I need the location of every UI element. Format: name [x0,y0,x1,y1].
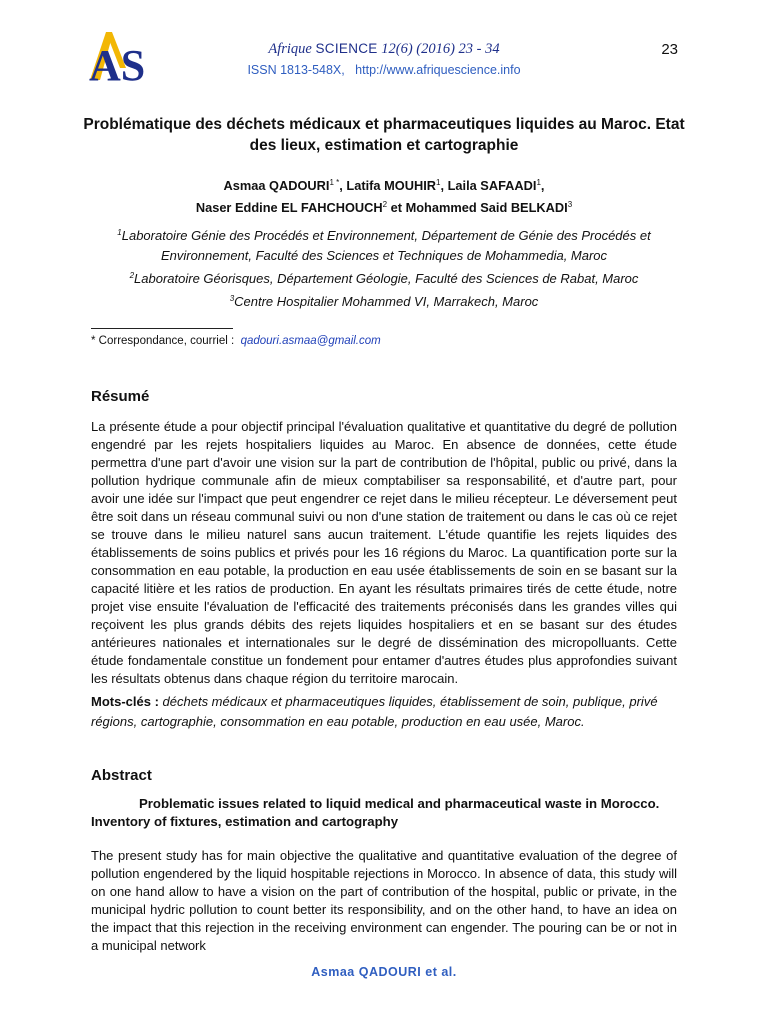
author-line-1 [80,173,688,195]
author-sup: 1 * [329,178,340,187]
author-sup: 3 [567,200,573,209]
author-name: Naser Eddine EL FAHCHOUCH [195,200,383,215]
correspondance-note [91,335,381,347]
logo-letter-a: AS [89,41,146,90]
journal-name: Afrique [268,41,312,57]
affiliation [70,223,698,266]
affiliation [70,266,698,289]
resume-text: La présente étude a pour objectif principal l'évaluation qualitative et quantitative du degré de pollution engendré par les rejets hospitaliers liquides au Maroc. En absence de données, cette étude permettra d'une part d'avoir une vision sur la part de contribution de l'hôpital, public ou privé, dans la pollution hydrique communale afin de mieux comptabiliser sa responsabilité, et d'autre part, pour avoir une idée sur l'impact que peut engendrer ce rejet dans le milieu récepteur. Le déversement peut être soit dans un réseau communal suivi ou non d'une station de traitement ou dans le cas où ce rejet se trouve dans le milieu naturel sans aucun traitement. L'étude quantifie les rejets liquides des établissements de soins publics et privés pour les 16 régions du Maroc. La quantification porte sur la consommation en eau potable, la production en eau usée établissements de soin en se basant sur la capacité litière et les ratios de production. En ayant les résultats primaires tirés de cette étude, notre projet vise ensuite l'évaluation de l'efficacité des traitements préconisés dans les grandes villes qui reçoivent les plus grands débits des rejets liquides hospitaliers et en se basant sur des études antérieures nationales et internationales sur le degré de dissémination des micropolluants. Cette étude fondamentale constitue un fondement pour entamer d'autres études plus approfondies suivant les résultats obtenus dans chaque région du territoire marocain. [91,419,677,686]
author-list [80,173,688,217]
author-sup: 1 [436,178,441,187]
journal-logo [86,28,146,92]
correspondance-label: * Correspondance, courriel : [91,335,235,347]
affiliation [70,289,698,312]
affiliation-text: Centre Hospitalier Mohammed VI, Marrakech, Maroc [234,294,539,309]
author-name: Mohammed Said BELKADI [405,200,568,215]
affiliation-sup: 3 [229,294,235,303]
keywords-text: déchets médicaux et pharmaceutiques liquides, établissement de soin, publique, privé régions, cartographie, consommation en eau potable, production en eau usée, Maroc. [91,694,658,729]
journal-volume: 12(6) (2016) 23 - 34 [381,41,500,57]
footnote-divider [91,328,233,329]
author-name: Latifa MOUHIR [346,178,436,193]
page-number: 23 [661,41,678,58]
paper-title: Problématique des déchets médicaux et pharmaceutiques liquides au Maroc. Etat des lieux, estimation et cartographie [83,116,685,154]
affiliation-text: Laboratoire Géorisques, Département Géologie, Faculté des Sciences de Rabat, Maroc [134,271,639,286]
affiliation-sup: 1 [117,228,122,237]
running-footer: Asmaa QADOURI et al. [311,965,457,979]
author-name: Laila SAFAADI [447,178,537,193]
journal-citation [0,41,768,58]
author-sep: , [440,178,448,193]
affiliation-list [70,223,698,312]
author-sup: 2 [382,200,388,209]
abstract-heading: Abstract [91,767,152,784]
author-sup: 1 [536,178,541,187]
affiliation-sup: 2 [129,271,135,280]
issn-line [0,63,768,77]
abstract-text: The present study has for main objective the qualitative and quantitative evaluation of the degree of pollution engendered by the liquid hospitable rejections in Morocco. In absence of data, this study will on one hand allow to have a vision on the part of contribution of the hospital, public or private, in the municipal hydric pollution to count better its responsibility, and on the other hand, to have an idea on the impact that this rejection in the receiving environment can engender. The pouring can be or not in a municipal network [91,848,677,953]
resume-heading: Résumé [91,388,150,405]
journal-url[interactable]: http://www.afriquescience.info [355,63,521,77]
author-line-2 [80,195,688,217]
keywords [91,692,681,732]
author-sep: , [540,178,545,193]
keywords-label: Mots-clés : [91,694,159,709]
journal-science: SCIENCE [315,41,378,56]
correspondance-email[interactable]: qadouri.asmaa@gmail.com [240,335,381,347]
author-sep: et [387,200,406,215]
affiliation-text: Laboratoire Génie des Procédés et Environnement, Département de Génie des Procédés et Environnement, Faculté des Sciences et Techniques de Mohammedia, Maroc [121,228,651,263]
author-sep: , [339,178,347,193]
issn: ISSN 1813-548X, [247,63,345,77]
abstract-title: Problematic issues related to liquid medical and pharmaceutical waste in Morocco. Inventory of fixtures, estimation and cartography [91,796,660,829]
author-name: Asmaa QADOURI [223,178,330,193]
